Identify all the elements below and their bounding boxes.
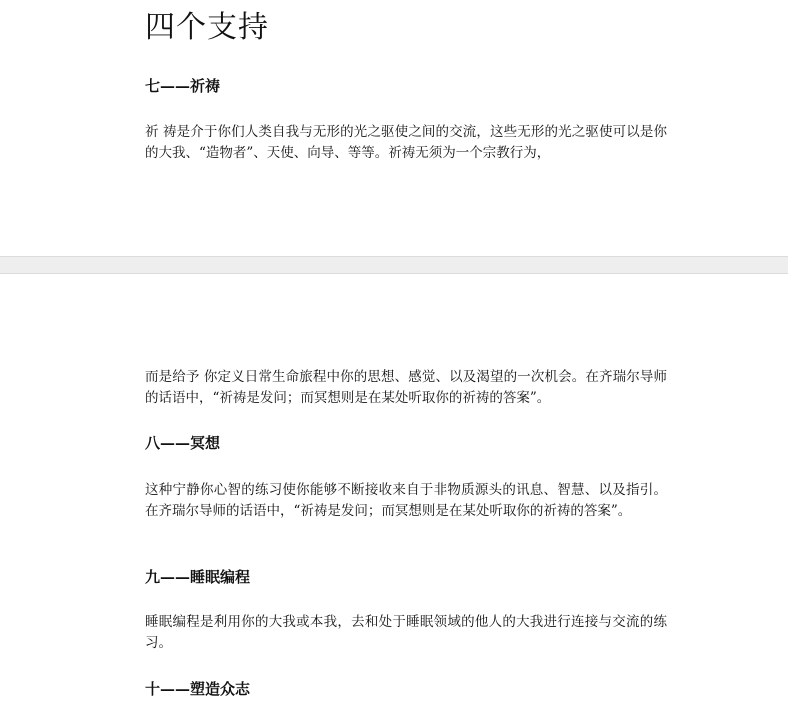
section-heading-prayer: 七——祈祷 — [145, 77, 221, 95]
section-paragraph-prayer-part1: 祈 祷是介于你们人类自我与无形的光之驱使之间的交流，这些无形的光之驱使可以是你的大我、“造物者”、天使、向导、等等。祈祷无须为一个宗教行为， — [145, 124, 667, 161]
section-heading-meditation: 八——冥想 — [145, 434, 221, 452]
section-heading-shaping-collective-will: 十——塑造众志 — [145, 680, 251, 698]
section-paragraph-sleep-programming: 睡眠编程是利用你的大我或本我，去和处于睡眠领域的他人的大我进行连接与交流的练习。 — [145, 614, 667, 651]
document-page-2 — [0, 274, 788, 717]
document-title: 四个支持 — [145, 10, 269, 45]
section-heading-sleep-programming: 九——睡眠编程 — [145, 568, 251, 586]
section-paragraph-meditation: 这种宁静你心智的练习使你能够不断接收来自于非物质源头的讯息、智慧、以及指引。在齐瑞尔导师的话语中，“祈祷是发问；而冥想则是在某处听取你的祈祷的答案”。 — [145, 482, 667, 519]
page-break-separator — [0, 256, 788, 274]
document-page-1 — [0, 0, 788, 256]
section-paragraph-prayer-part2: 而是给予 你定义日常生命旅程中你的思想、感觉、以及渴望的一次机会。在齐瑞尔导师的话语中，“祈祷是发问；而冥想则是在某处听取你的祈祷的答案”。 — [145, 369, 667, 406]
